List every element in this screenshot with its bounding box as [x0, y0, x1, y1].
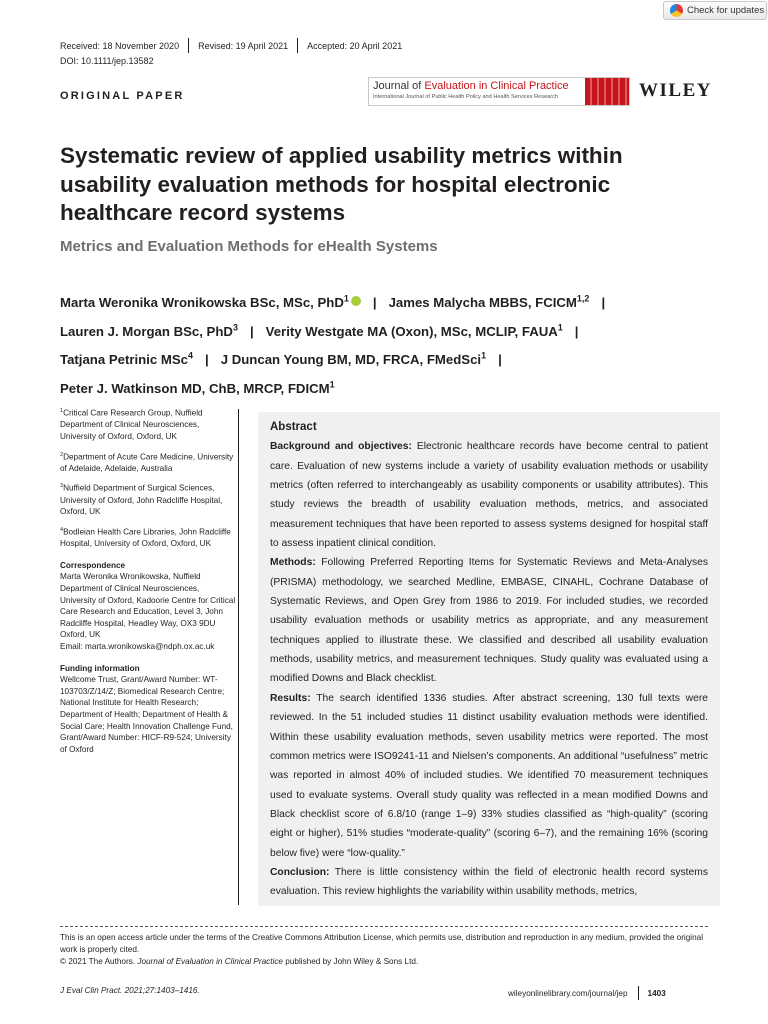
copyright-line: © 2021 The Authors. Journal of Evaluation in Clinical Practice published by John Wiley & Sons Ltd.: [60, 957, 419, 966]
funding-text: Wellcome Trust, Grant/Award Number: WT-103703/Z/14/Z; Biomedical Research Centre; National Institute for Health Research; Department of Health; Department of Health & Social Care; Health Innovation Challenge Fund, Grant/Award Number: HICF-R9-524; University of Oxford: [60, 675, 233, 754]
funding-heading: Funding information: [60, 663, 140, 673]
section-label: ORIGINAL PAPER: [60, 90, 185, 102]
journal-url[interactable]: wileyonlinelibrary.com/journal/jep: [508, 988, 628, 998]
check-for-updates-label: Check for updates: [687, 5, 765, 16]
crossmark-icon: [670, 4, 683, 17]
column-divider: [238, 409, 239, 905]
author[interactable]: Lauren J. Morgan BSc, PhD$^3$: [60, 322, 238, 339]
page-footer: [508, 986, 666, 1000]
correspondence-heading: Correspondence: [60, 560, 126, 570]
affiliation: $^1$Critical Care Research Group, Nuffield Department of Clinical Neurosciences, University of Oxford, Oxford, UK: [60, 408, 203, 441]
revised-date: Revised: 19 April 2021: [198, 40, 289, 51]
accepted-date: Accepted: 20 April 2021: [307, 40, 403, 51]
author[interactable]: Peter J. Watkinson MD, ChB, MRCP, FDICM$^1$: [60, 379, 335, 396]
correspondence-email[interactable]: Email: marta.wronikowska@ndph.ox.ac.uk: [60, 642, 215, 652]
citation: J Eval Clin Pract. 2021;27:1403–1416.: [60, 986, 200, 995]
divider: [297, 38, 298, 53]
license-line: This is an open access article under the terms of the Creative Commons Attribution License, which permits use, distribution and reproduction in any medium, provided the original work is properly cited.: [60, 933, 704, 954]
dates-line: [60, 38, 402, 53]
author[interactable]: Marta Weronika Wronikowska BSc, MSc, PhD$^1$: [60, 294, 349, 311]
abstract-heading: Abstract: [270, 421, 317, 433]
article-subtitle: Metrics and Evaluation Methods for eHealth Systems: [60, 238, 438, 255]
abstract-results: Results: The search identified 1336 studies. After abstract screening, 130 full texts were reviewed. In the 51 included studies 11 distinct usability evaluation methods were identified. Within these usability evaluation methods, seven usability metrics were reported. The most common metrics were ISO9241-11 and Nielsen's components. An additional “usefulness” metric was reported in almost 40% of included studies. We identified 70 measurement techniques used to evaluate systems. Overall study quality was reflected in a mean modified Downs and Black checklist score of 6.8/10 (range 1–9) 33% studies classified as “high-quality” (scoring eight or higher), 51% studies “moderate-quality” (scoring 6–7), and the remaining 16% (scoring below five) were “low-quality.”: [270, 692, 708, 859]
author[interactable]: Verity Westgate MA (Oxon), MSc, MCLIP, FAUA$^1$: [265, 322, 563, 339]
affiliation: $^4$Bodleian Health Care Libraries, John Radcliffe Hospital, University of Oxford, Oxford, UK: [60, 526, 231, 549]
abstract-background: Background and objectives: Electronic healthcare records have become central to patient care. Evaluation of new systems include a variety of usability evaluation methods or usability metrics (often referred to interchangeably as usability components or usability attributes). This study reviews the breadth of usability evaluation methods, metrics, and associated measurement techniques that have been reported to assess systems designed for hospital staff to assess inpatient clinical condition.: [270, 441, 708, 550]
author-list: Marta Weronika Wronikowska BSc, MSc, PhD$^1$ | James Malycha MBBS, FCICM$^{1,2}$ | Lauren J. Morgan BSc, PhD$^3$ | Verity Westgate MA (Oxon), MSc, MCLIP, FAUA$^1$ | Tatjana Petrinic MSc$^4$ | J Duncan Young BM, MD, FRCA, FMedSci$^1$ | Peter J. Watkinson MD, ChB, MRCP, FDICM$^1$: [60, 294, 606, 396]
author[interactable]: Tatjana Petrinic MSc$^4$: [60, 350, 194, 368]
author[interactable]: James Malycha MBBS, FCICM$^{1,2}$: [388, 294, 590, 311]
footnote-divider: [60, 926, 708, 927]
divider: [638, 986, 639, 1000]
affiliation: $^3$Nuffield Department of Surgical Sciences, University of Oxford, John Radcliffe Hospital, Oxford, UK: [60, 483, 223, 517]
journal-subtitle: International Journal of Public Health Policy and Health Services Research: [373, 94, 559, 100]
page-number: 1403: [647, 988, 666, 998]
check-for-updates-button[interactable]: [663, 1, 767, 20]
author[interactable]: J Duncan Young BM, MD, FRCA, FMedSci$^1$: [220, 350, 487, 368]
affiliation: $^2$Department of Acute Care Medicine, University of Adelaide, Adelaide, Australia: [60, 451, 234, 473]
journal-name: Journal of Evaluation in Clinical Practice: [373, 80, 569, 92]
abstract-conclusion: Conclusion: There is little consistency within the field of electronic health record systems evaluation. This review highlights the variability within usability methods, metrics,: [270, 866, 708, 898]
abstract-box: [258, 412, 720, 906]
doi[interactable]: DOI: 10.1111/jep.13582: [60, 56, 154, 66]
abstract-methods: Methods: Following Preferred Reporting Items for Systematic Reviews and Meta-Analyses (PRISMA) methodology, we searched Medline, EMBASE, CINAHL, Cochrane Database of Systematic Reviews, and Open Grey from 1986 to 2019. For included studies, we recorded usability evaluation methods or usability metrics as appropriate, and any measurement techniques applied to illustrate these. We classified and described all usability evaluation methods, usability metrics, and measurement techniques. Study quality was evaluated using a modified Downs and Black checklist.: [270, 557, 708, 685]
affiliations-sidebar: [60, 406, 236, 755]
article-title: Systematic review of applied usability metrics within usability evaluation methods for hospital electronic healthcare record systems: [60, 143, 623, 225]
received-date: Received: 18 November 2020: [60, 40, 180, 51]
correspondence-text: Marta Weronika Wronikowska, Nuffield Department of Clinical Neurosciences, University of Oxford, Kadoorie Centre for Critical Care Research and Education, Level 3, John Radcliffe Hospital, Headley Way, OX3 9DU Oxford, UK: [60, 572, 236, 640]
divider: [188, 38, 189, 53]
license-text: [60, 932, 720, 968]
publisher-logo: WILEY: [639, 80, 712, 101]
orcid-icon[interactable]: [351, 296, 361, 306]
journal-banner[interactable]: [368, 77, 630, 106]
journal-logo-graphic: [585, 78, 629, 105]
